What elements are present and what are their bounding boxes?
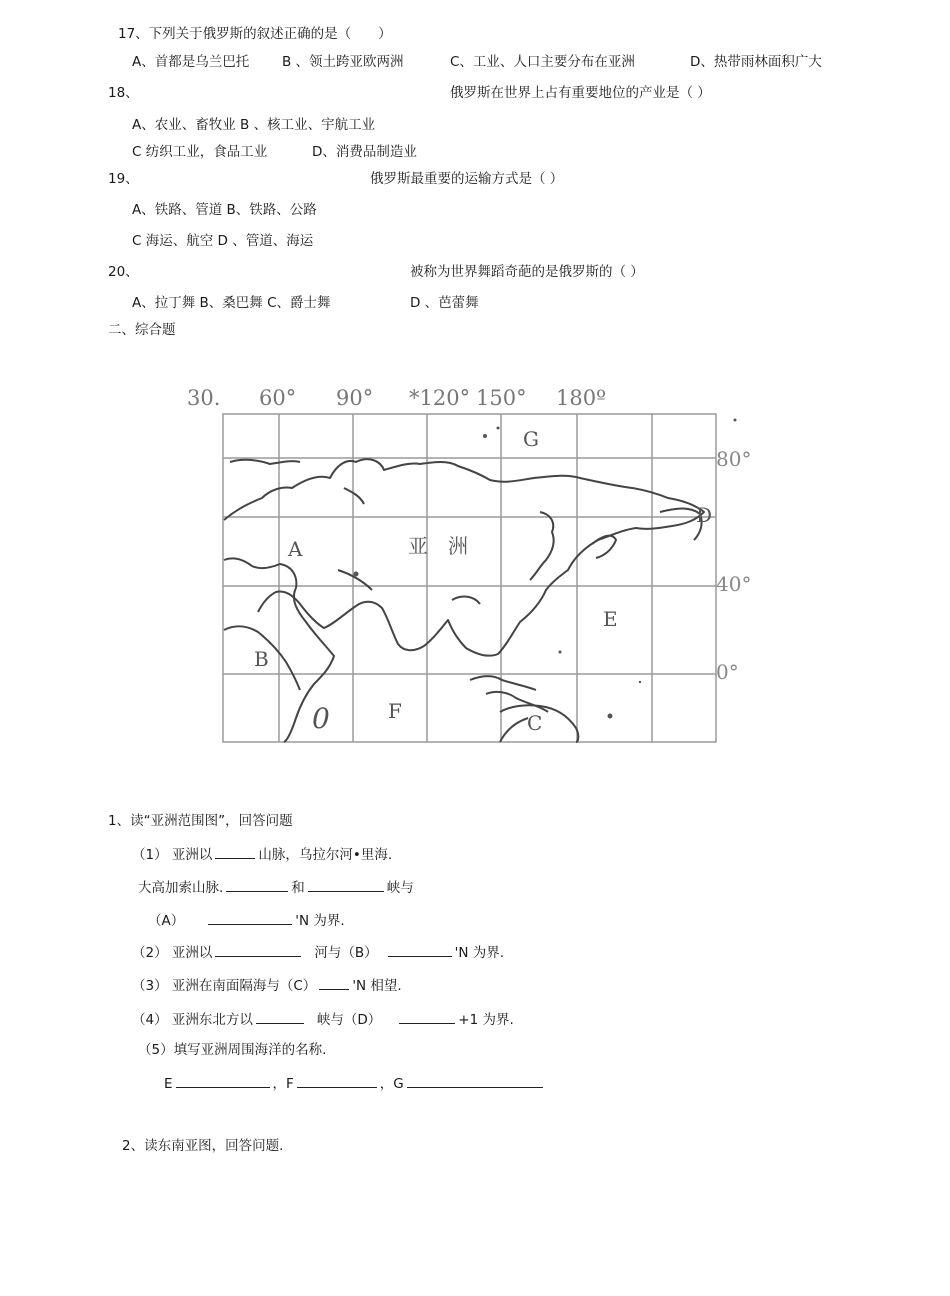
exercise-1-title: 1、读“亚洲范围图”，回答问题 (108, 813, 293, 829)
ocean-label-g: ，G (379, 1076, 404, 1092)
q18-stem: 俄罗斯在世界上占有重要地位的产业是（ ） (450, 85, 711, 101)
ocean-label-f: ，F (272, 1076, 294, 1092)
exercise-1-part-1-line-1 (132, 845, 392, 864)
q17-option-d: D、热带雨林面积广大 (690, 54, 822, 70)
p1-text-a: （1） 亚洲以 (132, 847, 213, 863)
map-label-o: 0 (312, 702, 330, 735)
map-label-a: A (288, 537, 303, 561)
exercise-1-part-1-line-2 (138, 878, 414, 897)
q19-stem: 俄罗斯最重要的运输方式是（ ） (370, 171, 564, 187)
blank-ocean-f[interactable] (297, 1074, 377, 1088)
exercise-1-part-5: （5）填写亚洲周围海洋的名称. (138, 1042, 327, 1058)
q19-number: 19、 (108, 171, 139, 187)
p4-text-a: （4） 亚洲东北方以 (132, 1012, 253, 1028)
exercise-2-title: 2、读东南亚图，回答问题. (122, 1138, 284, 1154)
blank-sea-1[interactable] (226, 878, 288, 892)
lon-label-150: 150° (476, 386, 527, 410)
p2-text-b: 河与（B） (314, 945, 378, 961)
blank-b-latitude[interactable] (388, 943, 452, 957)
map-label-d: D (696, 503, 713, 527)
lat-label-0: 0° (716, 660, 739, 684)
map-label-c: C (527, 711, 543, 735)
map-label-f: F (388, 699, 402, 723)
q18-number: 18、 (108, 85, 139, 101)
map-label-e: E (603, 607, 618, 631)
p1-text-g: 'N 为界. (295, 913, 345, 929)
exercise-1-part-4 (132, 1010, 514, 1029)
q20-options-abc: A、拉丁舞 B、桑巴舞 C、爵士舞 (132, 295, 331, 311)
map-label-asia: 亚 洲 (408, 534, 468, 558)
blank-d-value[interactable] (399, 1010, 455, 1024)
lon-label-90: 90° (336, 386, 374, 410)
exercise-1-part-3 (132, 976, 402, 995)
blank-ocean-e[interactable] (176, 1074, 270, 1088)
lon-label-120: *120° (409, 386, 471, 410)
p2-text-a: （2） 亚洲以 (132, 945, 213, 961)
exercise-1-part-2 (132, 943, 504, 962)
q19-options-cd: C 海运、航空 D 、管道、海运 (132, 233, 314, 249)
exercise-1-part-1-line-3 (148, 911, 345, 930)
lon-label-180: 180º (556, 386, 606, 410)
p1-text-e: 峡与 (386, 880, 414, 896)
p1-text-b: 山脉，乌拉尔河•里海. (258, 847, 393, 863)
p4-text-c: +1 为界. (458, 1012, 514, 1028)
q17-option-a: A、首都是乌兰巴托 (132, 54, 250, 70)
q19-options-ab: A、铁路、管道 B、铁路、公路 (132, 202, 317, 218)
p1-text-c: 大高加索山脉. (138, 880, 224, 896)
q18-options-ab: A、农业、畜牧业 B 、核工业、宇航工业 (132, 117, 376, 133)
blank-canal[interactable] (215, 943, 301, 957)
map-grid (223, 414, 716, 742)
lon-label-60: 60° (259, 386, 297, 410)
p2-text-c: 'N 为界. (454, 945, 505, 961)
q20-option-d: D 、芭蕾舞 (410, 295, 479, 311)
q17-option-b: B 、领土跨亚欧两洲 (282, 54, 404, 70)
lon-label-30: 30. (187, 386, 221, 410)
blank-a-latitude[interactable] (208, 911, 292, 925)
section-2-heading: 二、综合题 (108, 322, 176, 338)
p1-text-d: 和 (291, 880, 305, 896)
ocean-label-e: E (164, 1076, 173, 1092)
blank-ocean-g[interactable] (407, 1074, 543, 1088)
q20-stem: 被称为世界舞蹈奇葩的是俄罗斯的（ ） (410, 264, 644, 280)
p4-text-b: 峡与（D） (316, 1012, 382, 1028)
q18-option-d: D、消费品制造业 (312, 144, 417, 160)
lat-label-80: 80° (716, 447, 752, 471)
blank-mountains[interactable] (215, 845, 255, 859)
map-drawing (0, 340, 950, 760)
map-label-g: G (523, 427, 539, 451)
map-label-b: B (254, 647, 269, 671)
blank-strait[interactable] (256, 1010, 304, 1024)
coastlines (224, 459, 704, 742)
lat-label-40: 40° (716, 572, 752, 596)
p3-text-b: 'N 相望. (352, 978, 402, 994)
q20-number: 20、 (108, 264, 139, 280)
exercise-1-ocean-blanks (164, 1074, 546, 1093)
blank-c-latitude[interactable] (319, 976, 349, 990)
q17-stem: 17、下列关于俄罗斯的叙述正确的是（ ） (118, 26, 392, 42)
q17-option-c: C、工业、人口主要分布在亚洲 (450, 54, 635, 70)
p1-text-f: （A） (148, 913, 185, 929)
blank-sea-2[interactable] (308, 878, 384, 892)
q18-option-c: C 纺织工业，食品工业 (132, 144, 268, 160)
p3-text-a: （3） 亚洲在南面隔海与（C） (132, 978, 317, 994)
